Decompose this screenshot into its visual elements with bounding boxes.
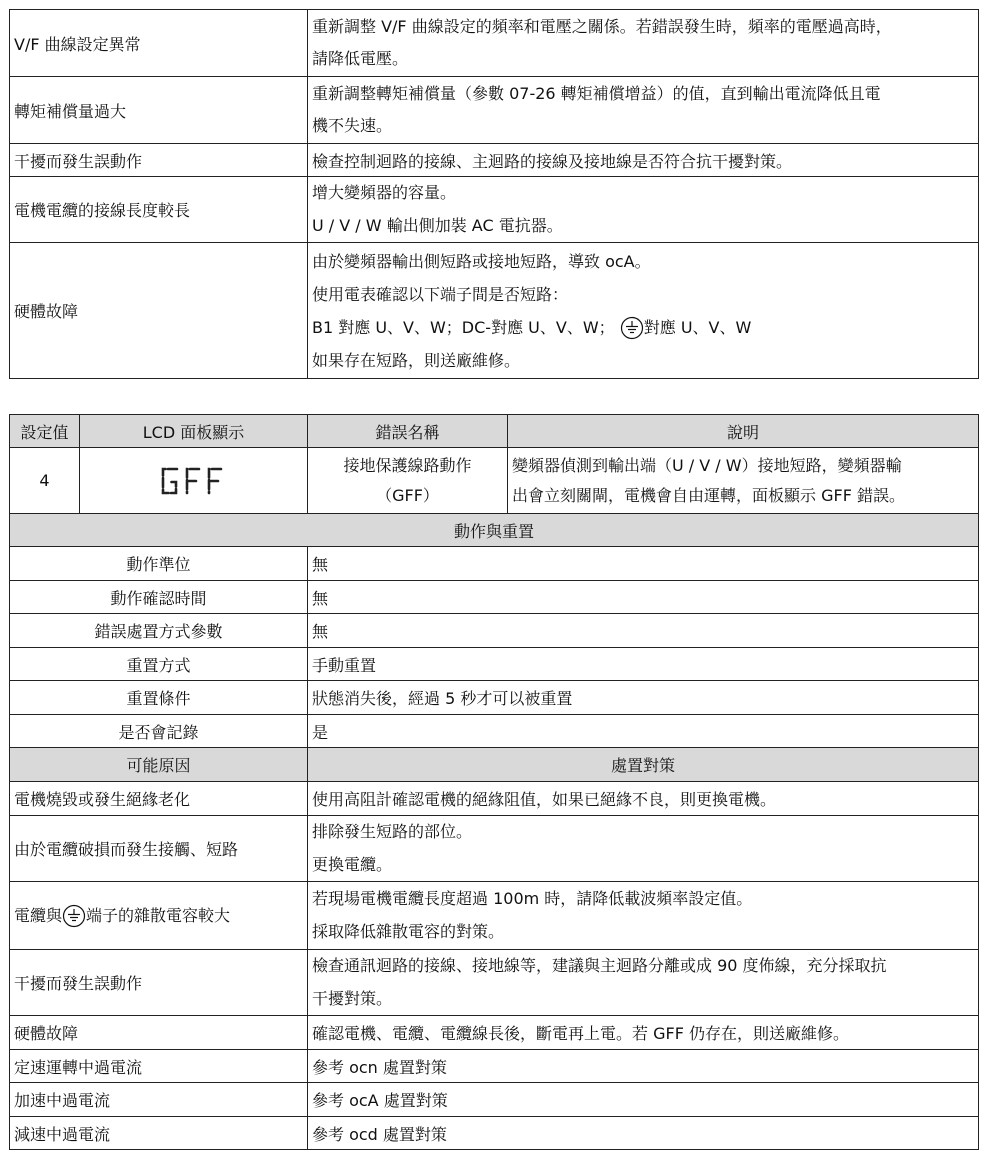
header-setting: 設定值	[10, 415, 80, 448]
table-row	[10, 581, 979, 614]
table-row	[10, 816, 979, 882]
error-name: 接地保護線路動作 （GFF）	[308, 448, 508, 514]
cause-cell: 轉矩補償量過大	[10, 77, 308, 144]
header-error-name: 錯誤名稱	[308, 415, 508, 448]
measure-line: 機不失速。	[312, 116, 393, 135]
table-row	[10, 547, 979, 581]
ground-terminal-icon	[620, 316, 644, 340]
fault-gff-table	[9, 414, 979, 1150]
measure-line: 重新調整 V/F 曲線設定的頻率和電壓之關係。若錯誤發生時，頻率的電壓過高時，	[312, 16, 892, 36]
header-description: 說明	[508, 415, 979, 448]
measure-cell: 使用高阻計確認電機的絕緣阻值，如果已絕緣不良，則更換電機。	[308, 782, 979, 816]
measure-line: 檢查通訊迴路的接線、接地線等，建議與主迴路分離或成 90 度佈線，充分採取抗	[312, 956, 887, 975]
section-header-row	[10, 748, 979, 782]
measure-line: 請降低電壓。	[312, 49, 409, 68]
cause-cell: 硬體故障	[10, 1016, 308, 1050]
header-row	[10, 415, 979, 448]
cause-cell: V/F 曲線設定異常	[10, 10, 308, 77]
measure-line: 重新調整轉矩補償量（參數 07-26 轉矩補償增益）的值，直到輸出電流降低且電	[312, 83, 881, 103]
action-value: 是	[308, 715, 979, 748]
measure-cell: 參考 ocA 處置對策	[308, 1083, 979, 1117]
table-row	[10, 782, 979, 816]
lcd-display	[80, 448, 308, 514]
table-row	[10, 243, 979, 379]
action-label: 是否會記錄	[10, 715, 308, 748]
table-row	[10, 10, 979, 77]
table-row	[10, 681, 979, 715]
measure-cell: 確認電機、電纜、電纜線長後，斷電再上電。若 GFF 仍存在，則送廠維修。	[308, 1016, 979, 1050]
table-row	[10, 177, 979, 243]
cause-cell: 加速中過電流	[10, 1083, 308, 1117]
error-description: 變頻器偵測到輸出端（U / V / W）接地短路，變頻器輸 出會立刻關閘，電機會自由運轉，面板顯示 GFF 錯誤。	[508, 448, 979, 514]
measure-cell	[308, 77, 979, 144]
cause-cell: 電機燒毀或發生絕緣老化	[10, 782, 308, 816]
action-label: 動作確認時間	[10, 581, 308, 614]
fault-row	[10, 448, 979, 514]
measure-line: 干擾對策。	[312, 988, 393, 1008]
ground-terminal-icon	[62, 904, 86, 928]
table-row	[10, 77, 979, 144]
table-row	[10, 614, 979, 648]
table-row	[10, 1083, 979, 1117]
cause-cell: 干擾而發生誤動作	[10, 950, 308, 1016]
table-row	[10, 1117, 979, 1150]
measure-line: U / V / W 輸出側加裝 AC 電抗器。	[312, 215, 563, 235]
table-row	[10, 882, 979, 950]
measure-cell	[308, 243, 979, 379]
cause-cell: 硬體故障	[10, 243, 308, 379]
measure-line: 由於變頻器輸出側短路或接地短路，導致 ocA。	[312, 251, 651, 271]
header-lcd: LCD 面板顯示	[80, 415, 308, 448]
cause-header: 可能原因	[10, 748, 308, 782]
measure-line: 更換電纜。	[312, 854, 393, 874]
action-value: 手動重置	[308, 648, 979, 681]
measure-line: 使用電表確認以下端子間是否短路：	[312, 284, 569, 304]
action-label: 重置方式	[10, 648, 308, 681]
action-label: 重置條件	[10, 681, 308, 715]
cause-cell: 由於電纜破損而發生接觸、短路	[10, 816, 308, 882]
measure-cell: 參考 ocd 處置對策	[308, 1117, 979, 1150]
measure-line: 採取降低雜散電容的對策。	[312, 921, 505, 941]
action-label: 動作準位	[10, 547, 308, 581]
action-value: 無	[308, 581, 979, 614]
action-reset-header: 動作與重置	[10, 514, 979, 547]
cause-cell: 減速中過電流	[10, 1117, 308, 1150]
table-row	[10, 1050, 979, 1083]
cause-cell: 干擾而發生誤動作	[10, 144, 308, 177]
measure-header: 處置對策	[308, 748, 979, 782]
measure-line: B1 對應 U、V、W；DC-對應 U、V、W； 對應 U、V、W	[312, 311, 974, 344]
cause-cell: 定速運轉中過電流	[10, 1050, 308, 1083]
measure-cell	[308, 10, 979, 77]
measure-line: 排除發生短路的部位。	[312, 822, 473, 841]
cause-cell: 電纜與 端子的雜散電容較大	[10, 882, 308, 950]
table-row	[10, 715, 979, 748]
action-value: 無	[308, 547, 979, 581]
action-value: 狀態消失後，經過 5 秒才可以被重置	[308, 681, 979, 715]
lcd-gff-segment-icon	[159, 466, 229, 496]
measure-line: 如果存在短路，則送廠維修。	[312, 350, 521, 370]
setting-value: 4	[10, 448, 80, 514]
table-row	[10, 1016, 979, 1050]
cause-cell: 電機電纜的接線長度較長	[10, 177, 308, 243]
action-value: 無	[308, 614, 979, 648]
measure-cell	[308, 950, 979, 1016]
measure-line: 若現場電機電纜長度超過 100m 時，請降低載波頻率設定值。	[312, 889, 753, 908]
section-header-row	[10, 514, 979, 547]
table-row	[10, 950, 979, 1016]
table-row	[10, 648, 979, 681]
measure-cell	[308, 816, 979, 882]
measure-cell	[308, 177, 979, 243]
action-label: 錯誤處置方式參數	[10, 614, 308, 648]
troubleshoot-table-continued	[9, 9, 979, 379]
measure-cell: 參考 ocn 處置對策	[308, 1050, 979, 1083]
measure-cell	[308, 882, 979, 950]
measure-cell: 檢查控制迴路的接線、主迴路的接線及接地線是否符合抗干擾對策。	[308, 144, 979, 177]
table-row	[10, 144, 979, 177]
measure-line: 增大變頻器的容量。	[312, 183, 457, 202]
